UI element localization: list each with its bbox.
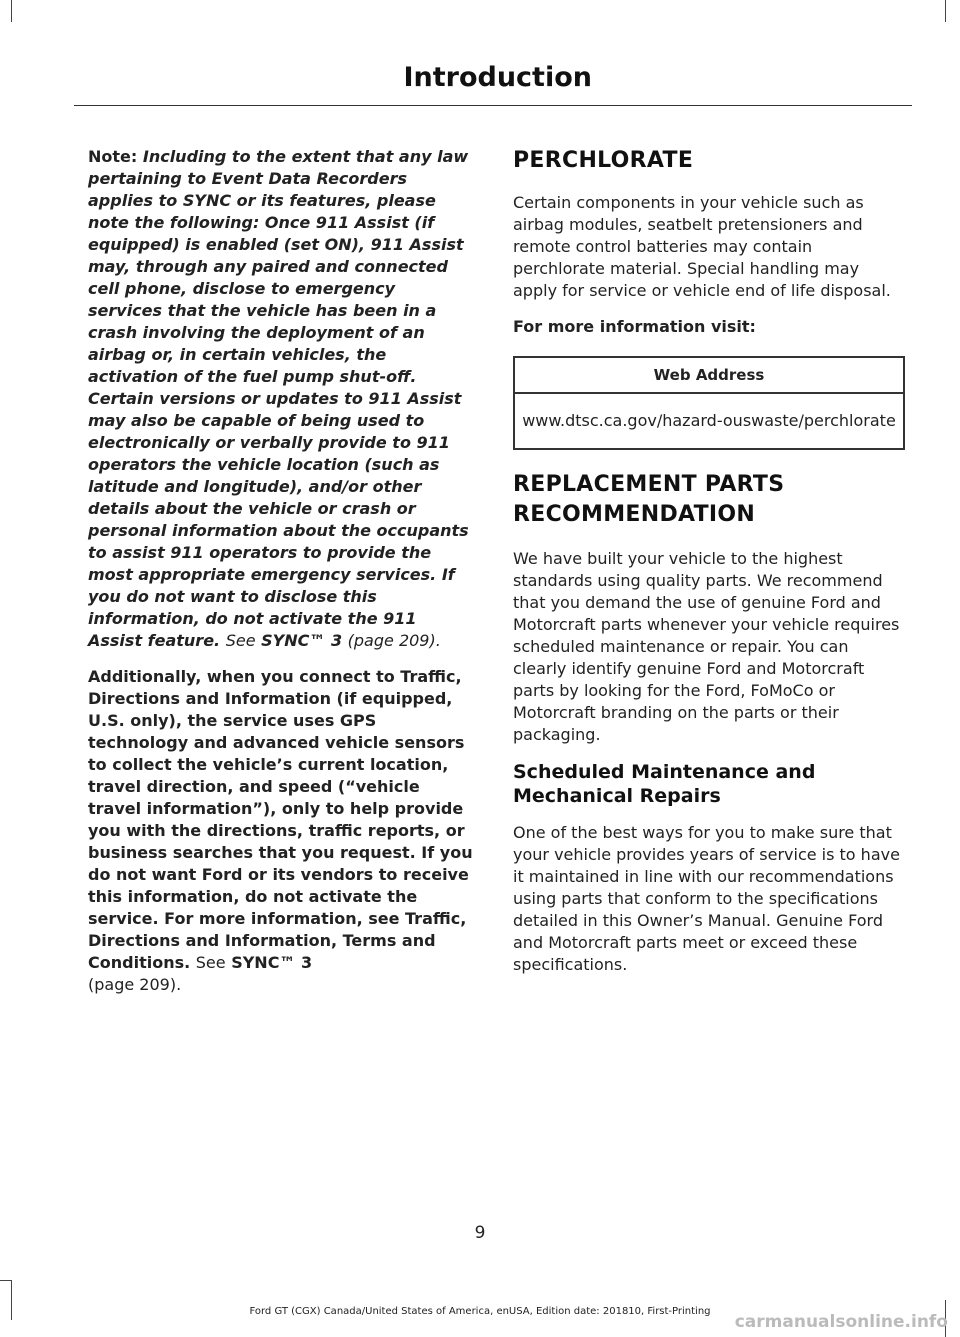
- edition-footer: Ford GT (CGX) Canada/United States of America, enUSA, Edition date: 201810, First-Printing: [249, 1306, 711, 1317]
- note-text: Including to the extent that any law pertaining to Event Data Recorders applies to SYNC or its features, please note the following: Once 911 Assist (if equipped) is enabled (set ON), 911 Assist may, through any paired and connected cell phone, disclose to emergency services that the vehicle has been in a crash involving the deployment of an airbag or, in certain vehicles, the activation of the fuel pump shut-off. Certain versions or updates to 911 Assist may also be capable of being used to electronically or verbally provide to 911 operators the vehicle location (such as latitude and longitude), and/or other details about the vehicle or crash or personal information about the occupants to assist 911 operators to provide the most appropriate emergency services. If you do not want to disclose this information, do not activate the 911 Assist feature.: [88, 147, 469, 650]
- see-page: (page 209).: [347, 631, 441, 650]
- see-label: See: [195, 953, 226, 972]
- page-number: 9: [474, 1223, 486, 1243]
- note-label: Note:: [88, 147, 138, 166]
- web-address-link[interactable]: www.dtsc.ca.gov/hazard-ouswaste/perchlorate: [514, 393, 904, 449]
- scheduled-heading: Scheduled Maintenance and Mechanical Repairs: [513, 761, 816, 807]
- travel-info-paragraph: [88, 666, 474, 996]
- see-page: (page 209).: [88, 975, 182, 994]
- web-address-table: [513, 356, 905, 450]
- table-header: Web Address: [514, 357, 904, 393]
- perchlorate-body: Certain components in your vehicle such as airbag modules, seatbelt pretensioners and remote control batteries may contain perchlorate material. Special handling may apply for service or vehicle end of life disposal.: [513, 193, 891, 300]
- page-title: Introduction: [403, 62, 592, 93]
- perchlorate-heading: PERCHLORATE: [513, 148, 694, 173]
- see-reference-link[interactable]: SYNC™ 3: [261, 631, 343, 650]
- see-label: See: [225, 631, 256, 650]
- replacement-heading-line1: REPLACEMENT PARTS: [513, 472, 785, 497]
- crop-mark-top-left: [11, 0, 12, 22]
- more-info-label: For more information visit:: [513, 317, 756, 336]
- watermark: carmanualsonline.info: [734, 1312, 948, 1332]
- scheduled-body: One of the best ways for you to make sure that your vehicle provides years of service is to have it maintained in line with our recommendations using parts that conform to the specifications detailed in this Owner’s Manual. Genuine Ford and Motorcraft parts meet or exceed these specifications.: [513, 823, 900, 974]
- replacement-heading-line2: RECOMMENDATION: [513, 502, 756, 527]
- replacement-body: We have built your vehicle to the highest standards using quality parts. We recommend that you demand the use of genuine Ford and Motorcraft parts whenever your vehicle requires scheduled maintenance or repair. You can clearly identify genuine Ford and Motorcraft parts by looking for the Ford, FoMoCo or Motorcraft branding on the parts or their packaging.: [513, 549, 900, 744]
- crop-mark-bottom-left-horizontal: [0, 1280, 12, 1281]
- left-column: [88, 146, 474, 996]
- note-paragraph: [88, 146, 474, 652]
- crop-mark-top-right: [945, 0, 946, 22]
- right-column: [513, 146, 906, 990]
- see-reference-link[interactable]: SYNC™ 3: [231, 953, 313, 972]
- travel-info-text: Additionally, when you connect to Traffic, Directions and Information (if equipped, U.S. only), the service uses GPS technology and advanced vehicle sensors to collect the vehicle’s current location, travel direction, and speed (“vehicle travel information”), only to help provide you with the directions, traffic reports, or business searches that you request. If you do not want Ford or its vendors to receive this information, do not activate the service. For more information, see Traffic, Directions and Information, Terms and Conditions.: [88, 667, 473, 972]
- header-rule: [74, 105, 912, 106]
